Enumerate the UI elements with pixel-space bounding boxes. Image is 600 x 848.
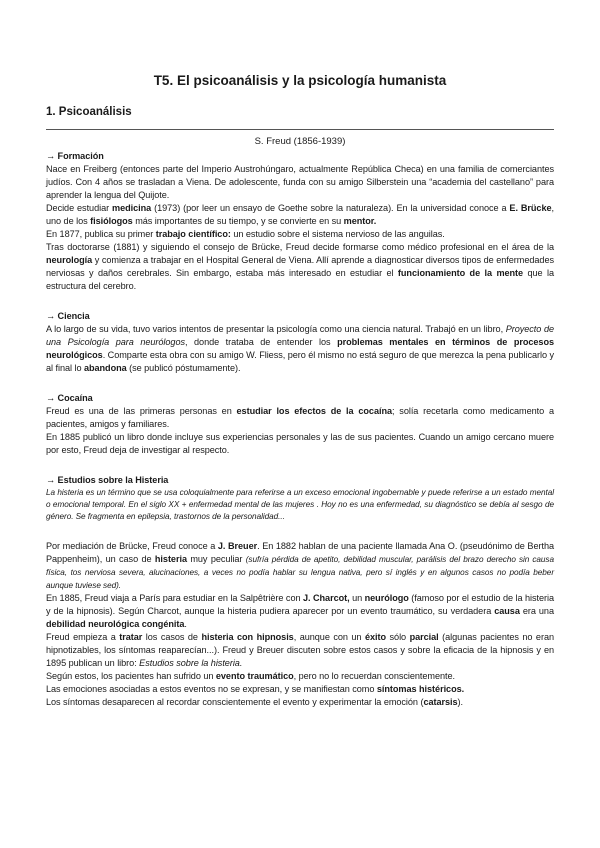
horizontal-rule: [46, 129, 554, 130]
paragraph: Las emociones asociadas a estos eventos no se expresan, y se manifiestan como síntomas histéricos.: [46, 684, 465, 694]
paragraph: Los síntomas desaparecen al recordar conscientemente el evento y experimentar la emoción (catarsis).: [46, 697, 464, 707]
document-body: [46, 150, 554, 709]
paragraph: Nace en Freiberg (entonces parte del Imperio Austrohúngaro, actualmente República Checa) en una familia de comerciantes judíos. Con 4 años se trasladan a Viena. De adolescente, funda con su amigo Silberstein una “academia del castellano” para aprender la lengua del Quijote.: [46, 164, 554, 200]
subheading-cocaina: → Cocaína: [46, 393, 93, 403]
paragraph: En 1885, Freud viaja a París para estudiar en la Salpêtrière con J. Charcot, un neurólogo (famoso por el estudio de la histeria y de la hipnosis). Según Charcot, aunque la histeria pudiera aparecer por un evento traumático, su verdadera causa era una debilidad neurológica congénita.: [46, 593, 554, 629]
page-title: T5. El psicoanálisis y la psicología humanista: [153, 73, 447, 88]
paragraph: A lo largo de su vida, tuvo varios intentos de presentar la psicología como una ciencia natural. Trabajó en un libro, Proyecto de una Psicología para neurólogos, donde trataba de entender los problemas mentales en términos de procesos neurológicos. Comparte esta obra con su amigo W. Fliess, pero él mismo no está seguro de que merezca la pena publicarlo y al final lo abandona (se publicó póstumamente).: [46, 324, 554, 373]
paragraph: En 1877, publica su primer trabajo científico: un estudio sobre el sistema nervioso de las anguilas.: [46, 229, 445, 239]
subheading-historia: → Estudios sobre la Histeria: [46, 475, 169, 485]
paragraph: Freud es una de las primeras personas en estudiar los efectos de la cocaína; solía recetarla como medicamento a pacientes, amigos y familiares.: [46, 406, 554, 429]
paragraph: Según estos, los pacientes han sufrido un evento traumático, pero no lo recuerdan conscientemente.: [46, 671, 456, 681]
paragraph: Tras doctorarse (1881) y siguiendo el consejo de Brücke, Freud decide formarse como médico profesional en el área de la neurología y comienza a trabajar en el Hospital General de Viena. Allí aprende a diagnosticar diversos tipos de enfermedades nerviosas y daños cerebrales. Sin embargo, estaba más interesado en estudiar el funcionamiento de la mente que la estructura del cerebro.: [46, 242, 554, 291]
paragraph: En 1885 publicó un libro donde incluye sus experiencias personales y las de sus pacientes. Cuando un amigo cercano muere por esto, Freud deja de investigar al respecto.: [46, 432, 554, 455]
italic-note: La histeria es un término que se usa coloquialmente para referirse a un exceso emocional ingobernable y puede referirse a un estado mental o emocional temporal. En el siglo XX + enfermedad mental de las mujeres . Hoy no es una enfermedad, su diagnóstico se debía al sesgo de género. Se fragmenta en epilepsia, trastornos de la personalidad...: [46, 488, 554, 521]
section-heading: 1. Psicoanálisis: [46, 106, 132, 118]
paragraph: Decide estudiar medicina (1973) (por leer un ensayo de Goethe sobre la naturaleza). En la universidad conoce a E. Brücke, uno de los fisiólogos más importantes de su tiempo, y se convierte en su mentor.: [46, 203, 554, 226]
section-caption: S. Freud (1856-1939): [254, 136, 346, 147]
paragraph: Freud empieza a tratar los casos de histeria con hipnosis, aunque con un éxito sólo parcial (algunas pacientes no eran hipnotizables, los síntomas reaparecían...). Freud y Breuer discuten sobre estos casos y sobre la eficacia de la hipnosis y en 1895 publican un libro: Estudios sobre la histeria.: [46, 632, 554, 668]
paragraph: Por mediación de Brücke, Freud conoce a J. Breuer. En 1882 hablan de una paciente llamada Ana O. (pseudónimo de Bertha Pappenheim), un caso de histeria muy peculiar (sufría pérdida de apetito, debilidad muscular, parálisis del brazo derecho sin causa física, tos nerviosa severa, alucinaciones, a veces no podía hablar su lengua nativa, pero sí inglés y en algunos casos no podía beber aunque tuviese sed).: [46, 541, 554, 590]
subheading-ciencia: → Ciencia: [46, 311, 90, 321]
subheading-formacion: → Formación: [46, 151, 104, 161]
